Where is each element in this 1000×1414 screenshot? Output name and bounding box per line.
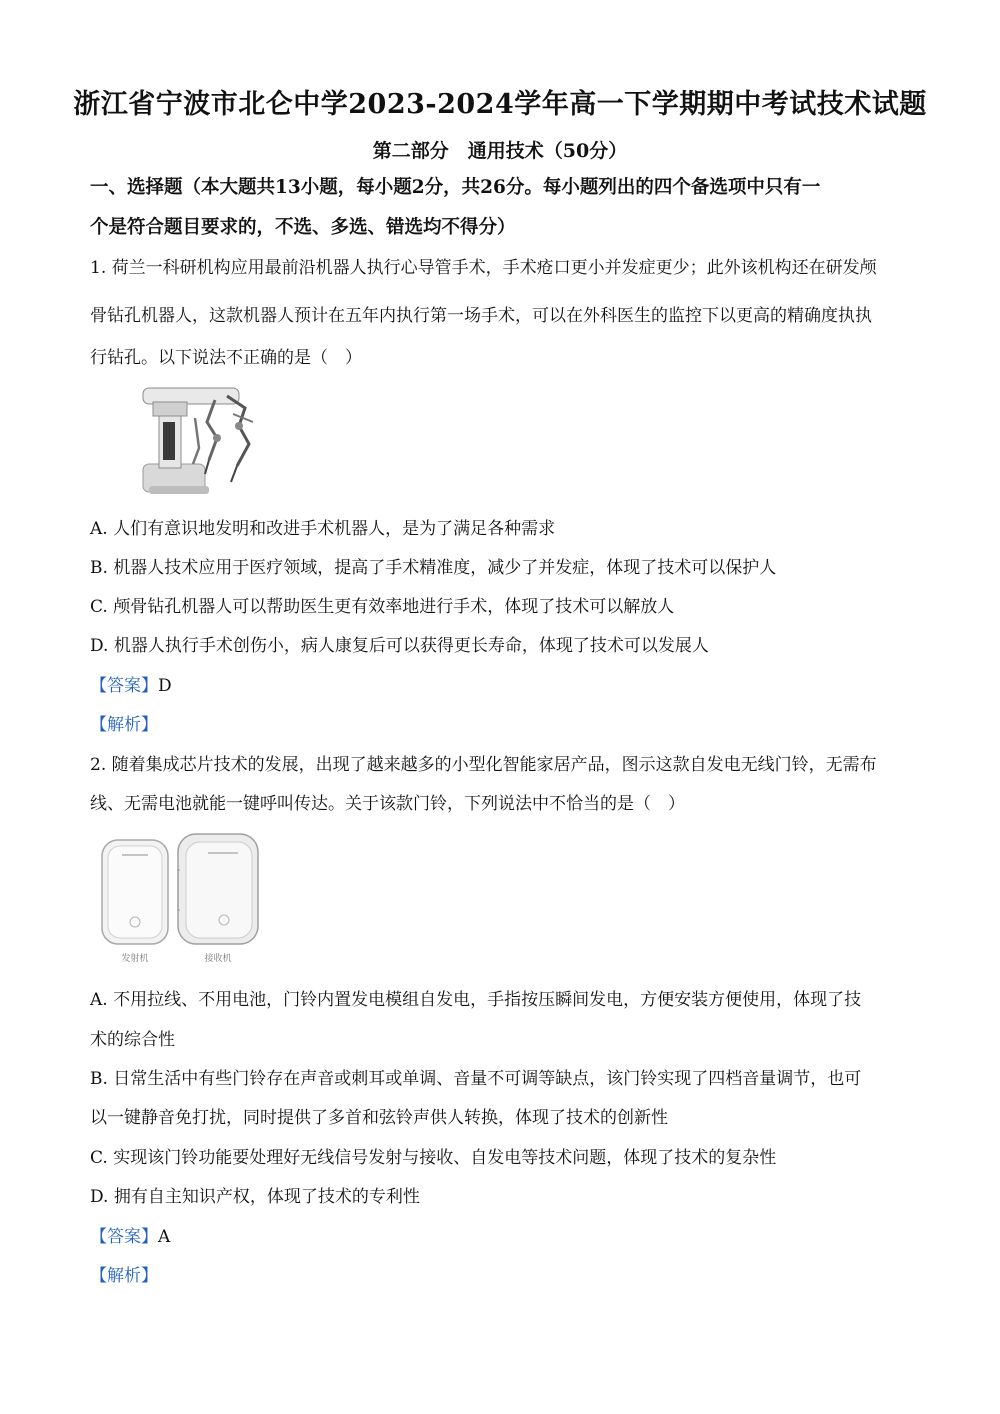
q2-stem-line1: 2. 随着集成芯片技术的发展，出现了越来越多的小型化智能家居产品，图示这款自发电无线门铃，无需布 [90,755,877,775]
doorbell-figure [98,830,268,966]
q1-option-b: B. 机器人技术应用于医疗领域，提高了手术精准度，减少了并发症，体现了技术可以保护人 [90,558,777,578]
q2-option-b-line2: 以一键静音免打扰，同时提供了多首和弦铃声供人转换，体现了技术的创新性 [90,1108,668,1128]
q1-option-c: C. 颅骨钻孔机器人可以帮助医生更有效率地进行手术，体现了技术可以解放人 [90,597,675,617]
exam-title: 浙江省宁波市北仑中学2023-2024学年高一下学期期中考试技术试题 [73,89,927,120]
q2-answer [90,1225,910,1249]
doorbell-caption-left: 发射机 [121,954,149,964]
q2-option-a-line2: 术的综合性 [90,1030,175,1050]
answer-label: 【答案】 [90,676,158,696]
q2-analysis-label: 【解析】 [90,1266,158,1286]
section-subtitle: 第二部分 通用技术（50分） [372,140,628,162]
q1-option-a: A. 人们有意识地发明和改进手术机器人，是为了满足各种需求 [90,519,556,539]
surgical-robot-figure [135,378,265,500]
q1-stem-line3: 行钻孔。以下说法不正确的是（ ） [90,348,362,368]
q1-answer [90,674,910,698]
answer-value: D [158,676,172,696]
doorbell-caption-right: 接收机 [204,954,232,964]
section-heading-line1: 一、选择题（本大题共13小题，每小题2分，共26分。每小题列出的四个备选项中只有一 [90,177,821,198]
answer-label: 【答案】 [90,1227,158,1247]
q1-analysis-label: 【解析】 [90,715,158,735]
q2-stem-line2: 线、无需电池就能一键呼叫传达。关于该款门铃，下列说法中不恰当的是（ ） [90,794,685,814]
q2-option-b-line1: B. 日常生活中有些门铃存在声音或刺耳或单调、音量不可调等缺点，该门铃实现了四档音量调节，也可 [90,1069,862,1089]
answer-value: A [158,1227,171,1247]
q1-stem-line1: 1. 荷兰一科研机构应用最前沿机器人执行心导管手术，手术疮口更小并发症更少；此外该机构还在研发颅 [90,258,877,278]
q2-option-c: C. 实现该门铃功能要处理好无线信号发射与接收、自发电等技术问题，体现了技术的复杂性 [90,1148,777,1168]
q1-option-d: D. 机器人执行手术创伤小，病人康复后可以获得更长寿命，体现了技术可以发展人 [90,636,709,656]
section-heading-line2: 个是符合题目要求的，不选、多选、错选均不得分） [90,217,516,238]
q1-stem-line2: 骨钻孔机器人，这款机器人预计在五年内执行第一场手术，可以在外科医生的监控下以更高的精确度执执 [90,306,872,326]
q2-option-a-line1: A. 不用拉线、不用电池，门铃内置发电模组自发电，手指按压瞬间发电，方便安装方便使用，体现了技 [90,990,862,1010]
q2-option-d: D. 拥有自主知识产权，体现了技术的专利性 [90,1187,420,1207]
